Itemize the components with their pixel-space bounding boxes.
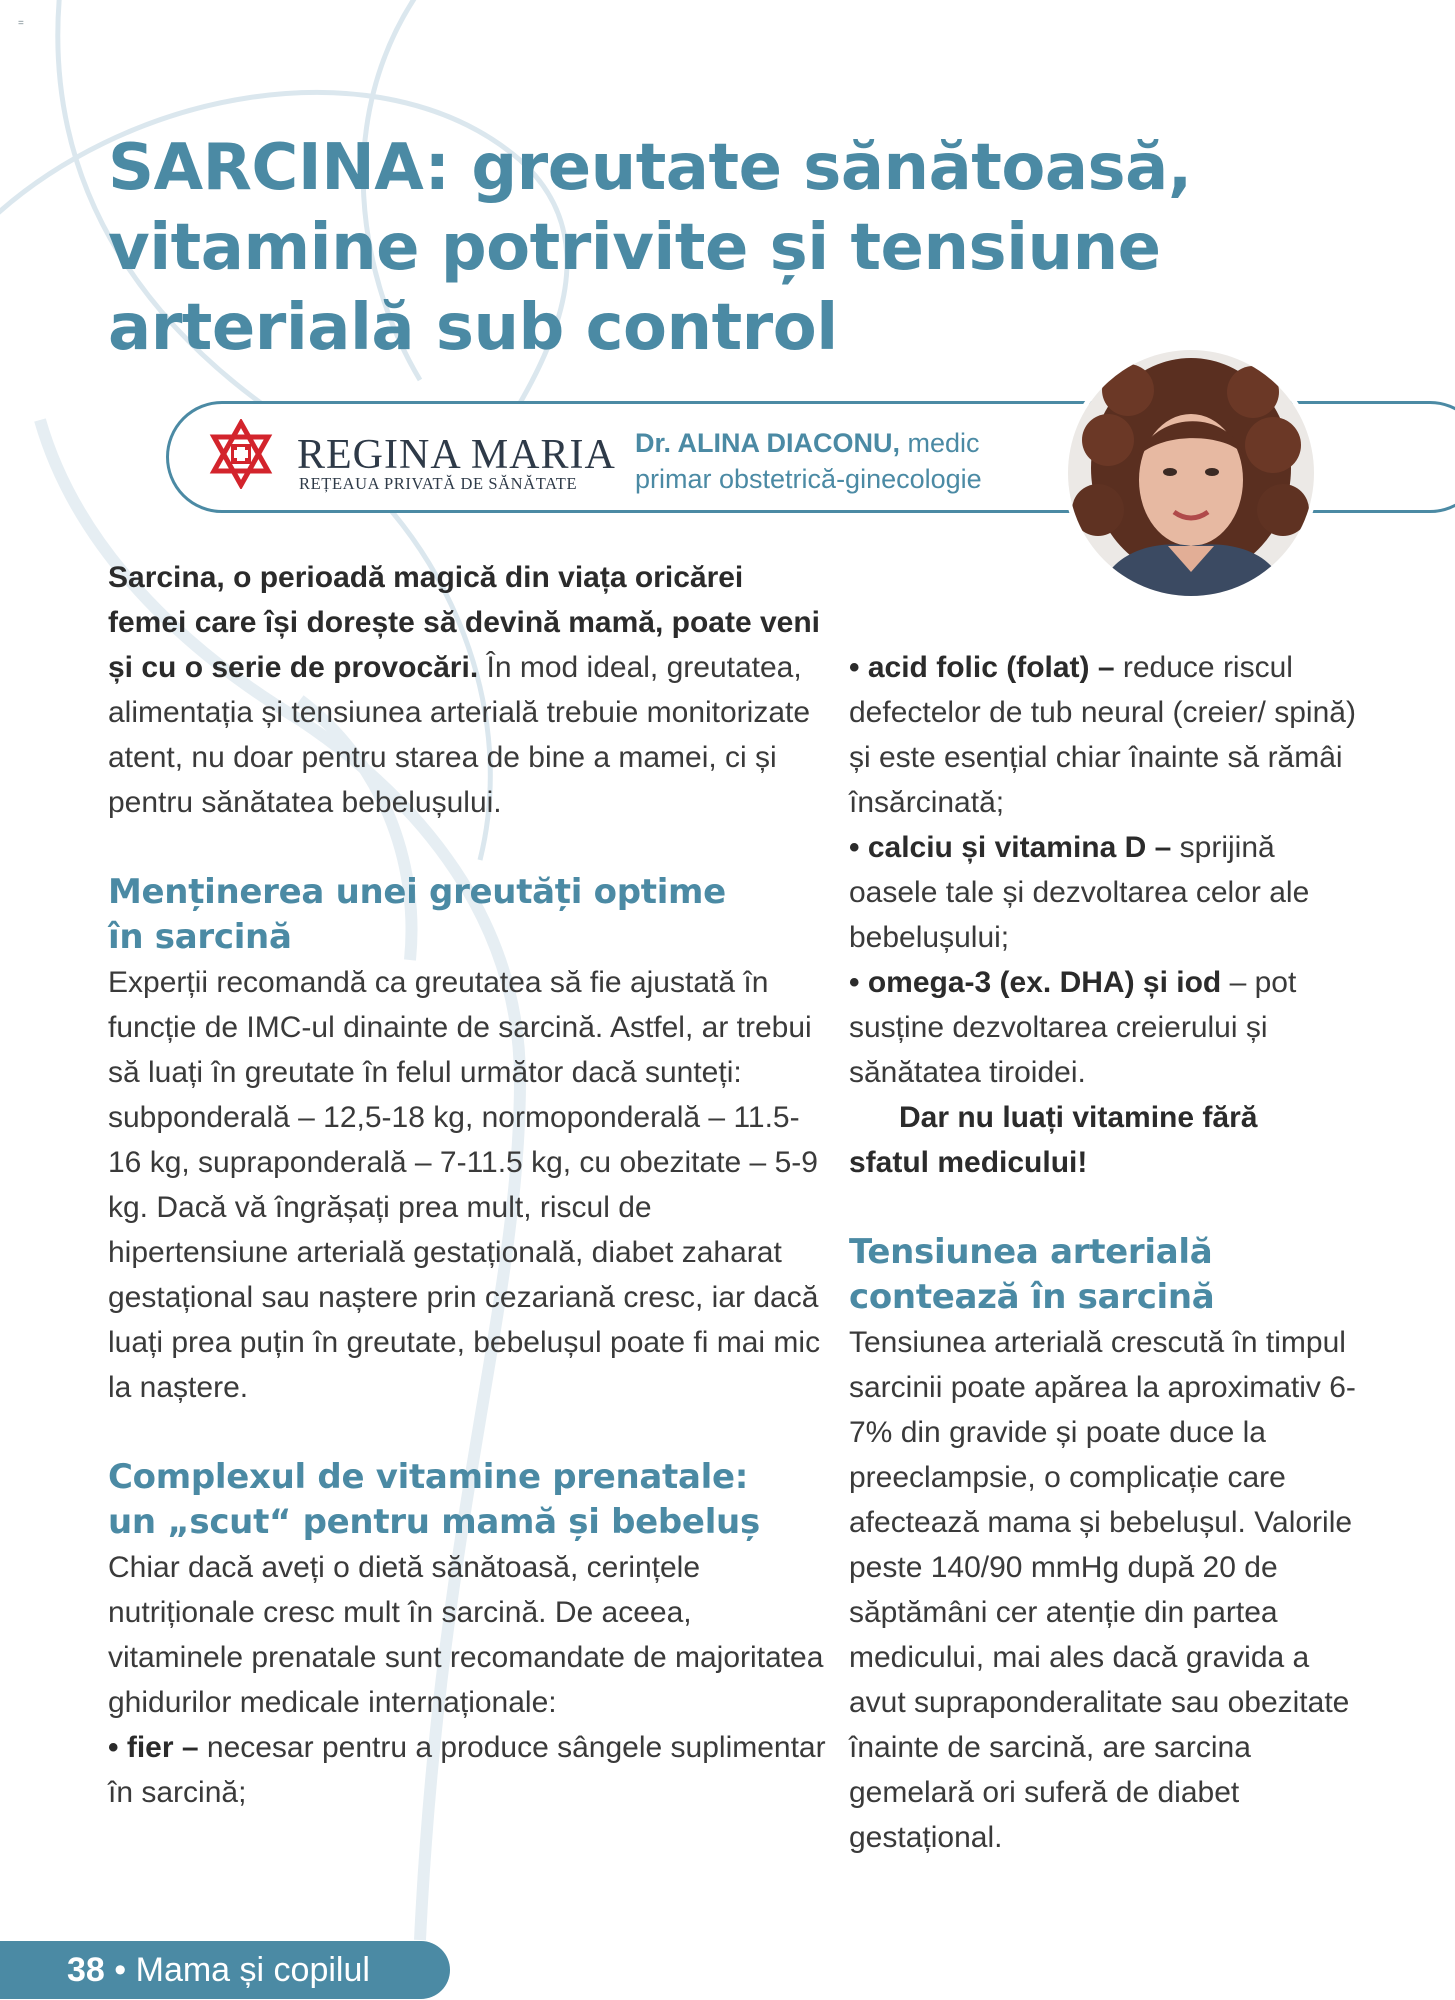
vitamin-description: necesar pentru a produce sângele suplimentar în sarcină;	[108, 1731, 826, 1809]
section-heading-vitamins	[108, 1455, 828, 1545]
intro-text: În mod ideal, greutatea, alimentația și tensiunea arterială trebuie monitorizate atent, nu doar pentru starea de bine a mamei, ci și pentru sănătatea bebelușului.	[108, 651, 811, 819]
vitamin-name: • omega-3 (ex. DHA) și iod	[849, 966, 1222, 999]
vitamin-name: • fier –	[108, 1731, 199, 1764]
intro-paragraph	[108, 555, 828, 825]
warning-line: Dar nu luați vitamine fără	[899, 1101, 1258, 1134]
heading-line: contează în sarcină	[849, 1277, 1215, 1317]
vitamin-list-item	[849, 825, 1369, 960]
vitamin-list-item	[849, 960, 1369, 1095]
page-footer	[0, 1941, 450, 1999]
pressure-paragraph: Tensiunea arterială crescută în timpul sarcinii poate apărea la aproximativ 6-7% din gravide și poate duce la preeclampsie, o complicație care afectează mama și bebelușul. Valorile peste 140/90 mmHg după 20 de săptămâni cer atenție din partea medicului, mai ales dacă gravida a avut supraponderalitate sau obezitate înainte de sarcină, are sarcina gemelară ori suferă de diabet gestațional.	[849, 1326, 1356, 1854]
warning-line: sfatul medicului!	[849, 1146, 1088, 1179]
doctor-specialty: primar obstetrică-ginecologie	[635, 464, 982, 494]
title-line: arterială sub control	[108, 291, 838, 365]
vitamins-paragraph: Chiar dacă aveți o dietă sănătoasă, cerințele nutriționale cresc mult în sarcină. De aceea, vitaminele prenatale sunt recomandate de majoritatea ghidurilor medicale internaționale:	[108, 1551, 824, 1719]
left-column	[108, 555, 828, 1815]
heading-line: Menținerea unei greutăți optime	[108, 872, 726, 912]
doctor-credit	[635, 425, 982, 497]
heading-line: un „scut“ pentru mamă și bebeluș	[108, 1502, 760, 1542]
weight-paragraph: Experții recomandă ca greutatea să fie ajustată în funcție de IMC-ul dinainte de sarcină. Astfel, ar trebui să luați în greutate în felul următor dacă sunteți: subponderală – 12,5-18 kg, normoponderală – 11.5-16 kg, supraponderală – 7-11.5 kg, cu obezitate – 5-9 kg. Dacă vă îngrășați prea mult, riscul de hipertensiune arterială gestațională, diabet zaharat gestațional sau naștere prin cezariană cresc, iar dacă luați prea puțin în greutate, bebelușul poate fi mai mic la naștere.	[108, 966, 821, 1404]
page-number: 38	[67, 1951, 105, 1989]
corner-mark: =	[18, 18, 24, 29]
right-column	[849, 645, 1369, 1860]
brand-tagline: REȚEAUA PRIVATĂ DE SĂNĂTATE	[299, 474, 578, 493]
intro-lead: Sarcina, o perioadă magică din viața oricărei femei care își dorește să devină mamă, poate veni și cu o serie de provocări.	[108, 561, 821, 684]
vitamin-warning	[849, 1095, 1369, 1185]
vitamin-name: • calciu și vitamina D –	[849, 831, 1172, 864]
vitamin-name: • acid folic (folat) –	[849, 651, 1115, 684]
doctor-title: medic	[900, 428, 980, 458]
title-line: vitamine potrivite și tensiune	[108, 211, 1161, 285]
heading-line: în sarcină	[108, 917, 292, 957]
brand-name: REGINA MARIA	[297, 432, 616, 478]
vitamin-list-item	[108, 1725, 828, 1815]
heading-line: Complexul de vitamine prenatale:	[108, 1457, 749, 1497]
doctor-portrait	[1063, 345, 1319, 601]
vitamin-description: – pot susține dezvoltarea creierului și sănătatea tiroidei.	[849, 966, 1297, 1089]
vitamin-description: sprijină oasele tale și dezvoltarea celor ale bebelușului;	[849, 831, 1310, 954]
page-title	[108, 128, 1338, 368]
red-star-icon	[206, 419, 276, 489]
section-heading-pressure	[849, 1230, 1369, 1320]
title-line: SARCINA: greutate sănătoasă,	[108, 131, 1192, 205]
footer-separator: •	[104, 1951, 136, 1989]
heading-line: Tensiunea arterială	[849, 1232, 1213, 1272]
portrait-illustration	[1068, 350, 1314, 596]
doctor-name: Dr. ALINA DIACONU,	[635, 428, 901, 458]
magazine-name: Mama și copilul	[135, 1951, 370, 1989]
vitamin-description: reduce riscul defectelor de tub neural (creier/ spină) și este esențial chiar înainte să rămâi însărcinată;	[849, 651, 1356, 819]
vitamin-list-item	[849, 645, 1369, 825]
section-heading-weight	[108, 870, 828, 960]
